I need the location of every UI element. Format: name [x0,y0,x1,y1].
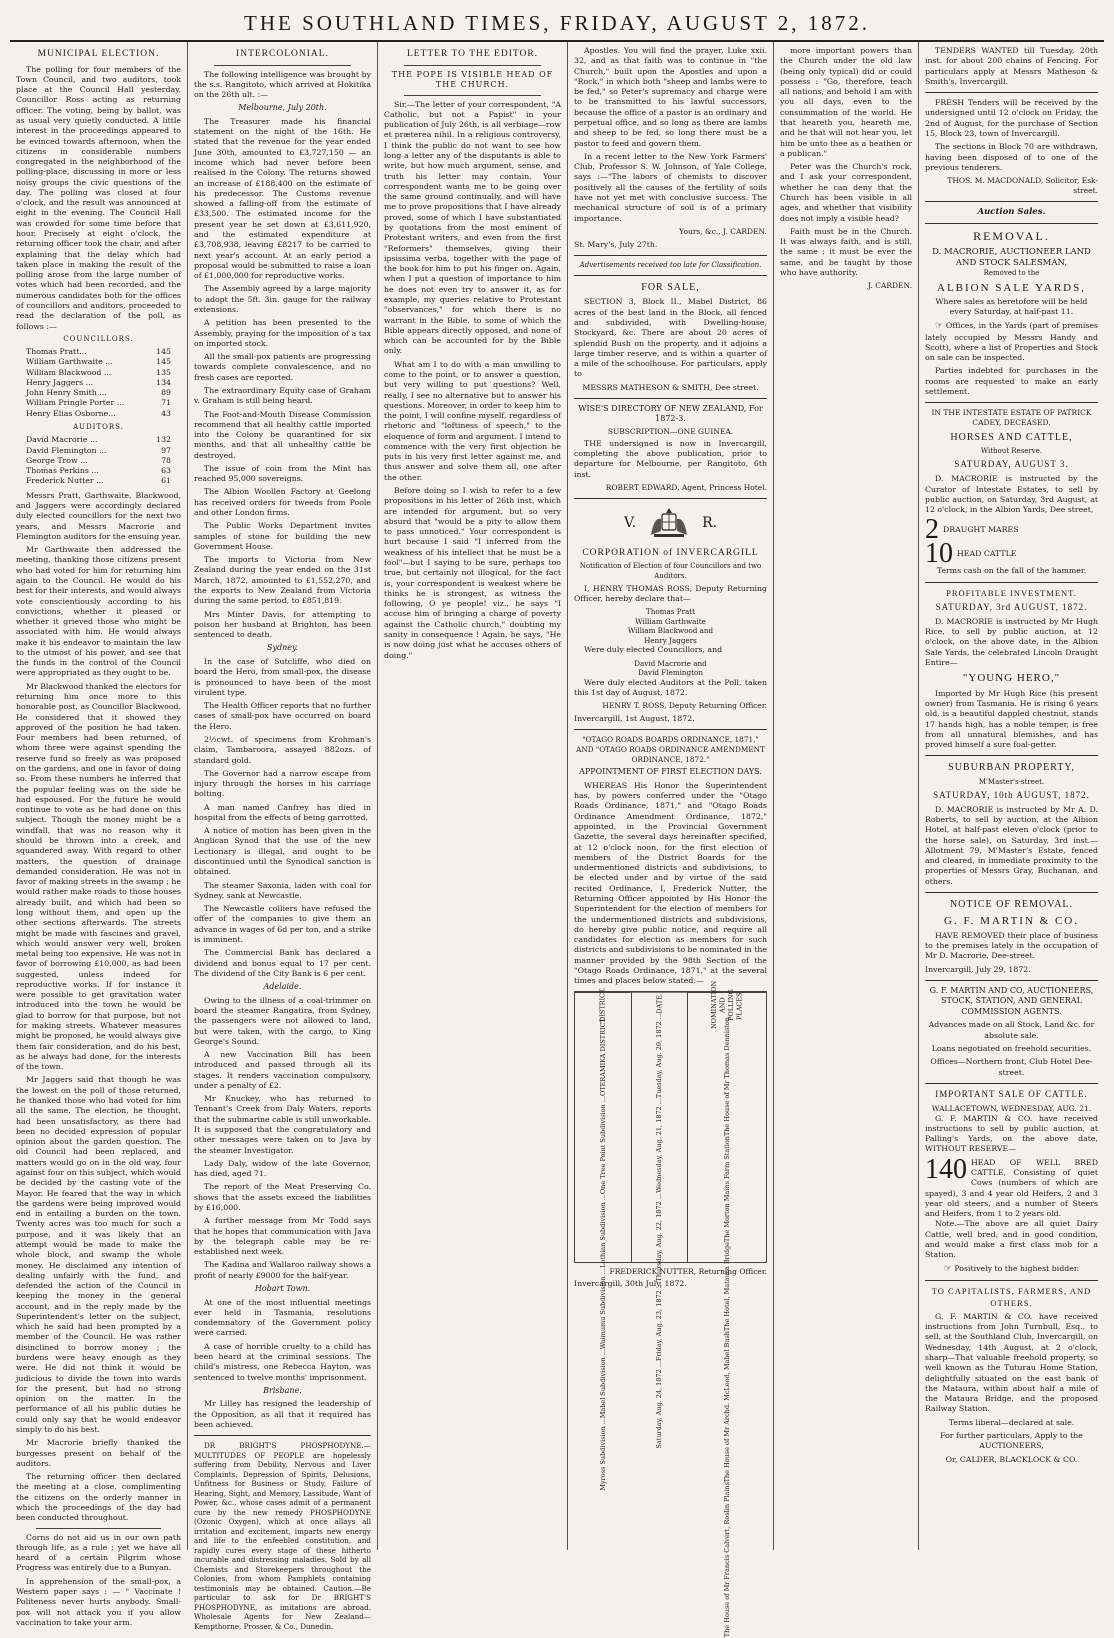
melbourne-heading: Melbourne, July 20th. [238,103,327,113]
vote-count: 145 [156,347,171,357]
pointing-hand-icon: ☞ [943,1263,952,1274]
candidate-name: Henry Elias Osborne... [26,408,116,418]
candidate-name: David Macrorie ... [26,435,98,445]
divider [925,223,1098,224]
offices-text: Offices, in the Yards (part of premises lately occupied by Messrs Handy and Scott), where a list of Properties and Stock on sale can be inspected. [925,320,1098,363]
profitable-heading: PROFITABLE INVESTMENT. [946,587,1077,598]
candidate-name: George Trow ... [26,455,88,465]
divider [214,65,351,66]
adelaide-news [194,996,371,1281]
candidate-name: William Pringle Porter ... [26,398,125,408]
gf-martin-body: HAVE REMOVED their place of business to the premises lately in the occupation of Mr D. Macrorie, Dee-street. [925,930,1098,961]
divider [925,201,1098,202]
count-2: 2 [925,514,939,546]
draught-mares-line [925,514,1098,546]
terms-liberal: Terms liberal—declared at sale. [948,1417,1075,1427]
gf-martin-name: G. F. MARTIN & CO. [944,915,1079,928]
forsale-body: SECTION 3, Block II., Mabel District, 86 acres of the best land in the Block, all fenced and subdivided, with Dwelling-house, Stockyard, &c. There are about 20 acres of splendid Bush on the property, and it adjoins a large timber reserve, and is within a quarter of a mile of the schoolhouse. For particulars, apply to [574,297,767,379]
divider [925,755,1098,756]
head-cattle-line [925,538,1098,570]
wise-body: THE undersigned is now in Invercargill, completing the above publication, prior to departure for Melbourne, per Rangitoto, 6th inst. [574,438,767,479]
news-item: The extraordinary Equity case of Graham v. Graham is still being heard. [194,385,371,406]
vote-row [26,435,171,445]
letter-paragraph: Peter was the Church's rock, and I ask your correspondent, whether he can deny that the Church has been visible in all ages, and whether that visibility does not imply a visible head? [780,162,912,223]
phosphodyne-ad: DR BRIGHT'S PHOSPHODYNE.—MULTITUDES OF PEOPLE are hopelessly suffering from Debility, Nervous and Liver Complaints, Depression of Spirits, Delusions, Unfitness for Business or Study, Failure of Hearing, Sight, and Memory, Lassitude, Want of Power, &c., whose cases admit of a permanent cure by the new remedy PHOSPHODYNE (Ozonic Oxygen), which at once allays all irritation and excitement, imparts new energy and life to the enfeebled constitution, and rapidly cures every stage of these hitherto incurable and distressing maladies. Sold by all Chemists and Storekeepers throughout the Colonies, from whom Pamphlets containing testimonials may be obtained. Caution.—Be particular to ask for Dr BRIGHT'S PHOSPHODYNE, as imitations are abroad. Wholesale Agents for New Zealand—Kempthorne, Prosser, & Co., Dunedin. [194,1441,371,1631]
news-item: The Public Works Department invites samples of stone for building the new Government House. [194,521,371,551]
candidate-name: David Flemington ... [26,445,107,455]
table-cell-place: The House of Mr Thomas Denniston [722,1016,731,1136]
removed-to: Removed to the [983,269,1040,278]
suburban-sub: M'Master's-street. [978,777,1045,786]
young-hero-desc: Imported by Mr Hugh Rice (his present owner) from Tasmania. He is rising 6 years old, is a beautiful dappled chestnut, stands 17 hands high, has a noble temper, is free from all unnatural blemishes, and has proved himself a sure foal-getter. [925,688,1098,750]
elected-councillors [574,607,767,645]
suburban-heading: SUBURBAN PROPERTY, [948,762,1075,774]
place-cells [688,1017,766,1638]
elected-name: David Flemington [637,668,704,678]
table-cell-district: Myross Subdivision ... [598,1418,607,1491]
municipal-p4: Mr Jaggers said that though he was the lowest on the poll of those returned, he thanked those who had voted for him all the same. The election, he thought, had been unsatisfactory, as there had been no decided expression of popular opinion about the garden question. The old Council had been replaced, and matters would go on in the old way, four against four on this subject, which would be decided by the casting vote of the Mayor. He feared that the way in which the gardens were being improved would end in entailing a burden on the town. Twenty acres was too much for such a purpose, and it was likely that an attempt would be made to make the whole block, and swamp the whole money. He disclaimed any intention of dealing unfairly with the fund, and defended the action of the Council in keeping the money in the general account, and in the reply made by the Superintendent's letter on the subject, which he said had been prompted by a member of the Council. He was rather disinclined to borrow money ; the burdens were heavy enough as they were. He did not think it would be judicious to divide the town into wards for the present, but had no strong opinion on the matter. In the performance of all his public duties he could only say that he would endeavor simply to do his best. [16,1075,181,1434]
wise-subscription: SUBSCRIPTION—ONE GUINEA. [607,427,734,436]
divider [574,275,767,276]
corns-para: Corns do not aid us in our own path through life, as a rule ; yet we have all heard of a certain Pilgrim whose Progress was entirely due to a Bunyan. [16,1532,181,1573]
letter-paragraph: In a recent letter to the New York Farmers' Club, Professor S. W. Johnson, of Yale College, says :—"The labors of chemists to discover positively all the causes of the fertility of soils have not yet met with conclusive success. The mechanical structure of soil is of a primary importance. [574,151,767,223]
without-reserve: Without Reserve. [980,447,1043,456]
letter-date: St. Mary's, July 27th. [574,239,658,249]
appointment-date: Invercargill, 30th July, 1872. [574,1279,687,1289]
columns [10,42,1104,1638]
calder-blacklock: Or, CALDER, BLACKLOCK & CO. [945,1454,1078,1464]
candidate-name: Thomas Pratt... [26,347,87,357]
vote-count: 78 [161,455,171,465]
news-item: The Governor had a narrow escape from injury through the horses in his carriage bolting. [194,768,371,799]
appointment-heading: APPOINTMENT OF FIRST ELECTION DAYS. [579,767,762,777]
notice-removal-heading: NOTICE OF REMOVAL. [949,898,1074,910]
corporation-mid: Were duly elected Councillors, and [584,645,723,655]
count-140: 140 [925,1153,967,1185]
elected-name: David Macrorie and [634,658,707,668]
candidate-name: Frederick Nutter ... [26,476,104,486]
vote-row [26,388,171,398]
albion-sale-yards: ALBION SALE YARDS, [937,281,1086,294]
letter-continued [574,46,767,224]
royal-crest [574,505,767,541]
candidate-name: Thomas Perkins ... [26,466,99,476]
elected-name: Thomas Pratt [645,607,696,617]
elected-name: William Blackwood and [627,626,714,636]
appointment-signature: FREDERICK NUTTER, Returning Officer. [609,1266,767,1276]
table-header-place: NOMINATION AND POLLING PLACES. [688,992,766,1017]
news-item: The steamer Saxonia, laden with coal for Sydney, sank at Newcastle. [194,880,371,900]
vote-count: 71 [161,398,171,408]
municipal-intro: The polling for four members of the Town Council, and two auditors, took place at the Council Hall yesterday, Councillor Ross acting as returning officer. The voting, being by ballot, was as usual very quietly conducted. A little interest in the proceedings appeared to be evinced towards afternoon, when the citizens in considerable numbers congregated in the neighborhood of the polling-place, discussing in more or less noisy groups the civic questions of the day. The polling was closed at four o'clock, and the result was announced at eight in the evening. The Council Hall was crowded for some time before that hour. Precisely at eight o'clock, the returning officer took the chair, and after explaining that the delay which had taken place in making the result of the polling arose from the large number of votes which had been recorded, and the numerous candidates both for the offices of councillors and auditors, proceeded to read the declaration of the poll, as follows :— [16,64,181,331]
divider [36,1528,161,1529]
royal-coat-of-arms-icon [646,505,692,541]
intercolonial-heading: INTERCOLONIAL. [236,49,329,59]
divider [925,582,1098,583]
vote-count: 134 [156,377,171,387]
table-cell-place: The Hotel, Mataura Bridge [722,1241,731,1331]
note-line: Note.—The above are all quiet Dairy Cattle, well bred, and in good condition, and would make a first class mob for a Station. [925,1219,1098,1260]
vote-row [26,368,171,378]
cattle-line [925,1153,1098,1220]
albion-sub: Where sales as heretofore will be held every Saturday, at half-past 11. [935,297,1088,317]
corporation-body: I, HENRY THOMAS ROSS, Deputy Returning Officer, hereby declare that— [574,583,767,604]
divider [574,398,767,399]
vote-count: 132 [156,435,171,445]
sydney-heading: Sydney. [266,643,298,653]
news-item: 2½cwt. of specimens from Krohman's claim, Tambaroora, assayed 882ozs. of standard gold. [194,734,371,765]
table-cell-district: Mabel Subdivision ... [598,1348,607,1419]
elected-auditors [574,659,767,678]
news-item: In the case of Sutcliffe, who died on board the Hero, from small-pox, the disease is pronounced to have been of the most virulent type. [194,656,371,697]
news-item: The Newcastle colliers have refused the offer of the companies to give them an advance in wages of 6d per ton, and a strike is imminent. [194,904,371,944]
terms-cash: Terms cash on the fall of the hammer. [936,566,1087,576]
forsale-heading: FOR SALE, [641,282,700,294]
wise-heading: WISE'S DIRECTORY OF NEW ZEALAND, For 1872-3. [578,403,763,424]
gf-martin-agents: G. F. MARTIN AND CO, AUCTIONEERS, STOCK, STATION, AND GENERAL COMMISSION AGENTS. [929,985,1094,1016]
vote-count: 145 [156,357,171,367]
vote-count: 97 [161,445,171,455]
important-sale-heading: IMPORTANT SALE OF CATTLE. [935,1088,1088,1099]
news-item: The Commercial Bank has declared a dividend and bonus equal to 17 per cent. The dividend of the City Bank is 6 per cent. [194,948,371,978]
news-item: The Health Officer reports that no further cases of small-pox have occurred on board the Hero. [194,701,371,731]
municipal-p3: Mr Blackwood thanked the electors for returning him once more to this honorable post, as Councillor Blackwood. He considered that it showed they approved of the position he had taken. Four members had been returned, of whom three were against spending the reserve fund so freely as was proposed on the gardens, and one in favor of doing so. From these numbers he inferred that the popular feeling was on the side he had espoused. For the future he would continue to vote as he had done on this subject. Though the money might be a windfall, that was no reason why it should be thrown into a creek, and squandered away. With regard to other matters, the question of drainage demanded consideration. He was not in favor of making streets in the swamp ; he would rather make roads to those houses already built, and which had been so long without them, and open up the other sections afterwards. The streets might be made with fascines and gravel, which would answer very well, broken metal being too expensive. He was not in favor of borrowing £10,000, as had been suggested, unless indeed for reproductive works. If for instance it were possible to get gravitation water introduced into the town he would be glad to borrow for that purpose, but not for making streets. Whatever measures might be proposed, he would always give them fair consideration, and do his best, as he always had done, for the interests of the town. [16,681,181,1072]
vote-count: 63 [161,466,171,476]
vote-row [26,456,171,466]
wise-signature: ROBERT EDWARD, Agent, Princess Hotel. [605,483,767,493]
vote-row [26,446,171,456]
late-ads-note: Advertisements received too late for Classification. [579,260,762,269]
vote-count: 61 [161,476,171,486]
divider [194,1435,371,1436]
letter-paragraph: Apostles. You will find the prayer, Luke xxii. 32, and as that faith was to continue in "the Church," built upon the Apostles and upon a "Rock," in which both "sheep and lambs were to be fed," so Peter's supremacy and charge were to be transmitted to his lawful successors, because the office of a pastor is an ordinary and perpetual office, and so long as there are lambs and sheep to be fed, so long there must be a pastor to feed and govern them. [574,46,767,148]
news-item: Mr Lilley has resigned the leadership of the Opposition, as all that it required has been achieved. [194,1399,371,1429]
news-item: Lady Daly, widow of the late Governor, has died, aged 71. [194,1158,371,1179]
otago-heading: "OTAGO ROADS BOARDS ORDINANCE, 1871," AND "OTAGO ROADS ORDINANCE AMENDMENT ORDINANCE, 1872." [576,735,765,764]
vote-count: 43 [161,408,171,418]
municipal-heading: MUNICIPAL ELECTION. [37,49,160,59]
fresh-tenders-note: The sections in Block 70 are withdrawn, having been disposed of to one of the previous tenderers. [925,142,1098,172]
letter-continued-body [780,46,912,278]
smallpox-para: In apprehension of the small-pox, a Western paper says : — " Vaccinate ! Politeness never hurts anybody. Small-pox will not attack you if you allow vaccination to take your arm. [16,1576,181,1627]
fresh-tenders-signature: THOS. M. MACDONALD, Solicitor, Esk-street. [947,176,1098,195]
auditors-table [26,435,171,486]
intestate-heading: IN THE INTESTATE ESTATE OF PATRICK CADEY, DECEASED. [931,408,1092,428]
saturday-10th: SATURDAY, 10th AUGUST, 1872. [933,789,1090,800]
draught-mares: DRAUGHT MARES [943,525,1019,535]
vote-row [26,409,171,419]
macrorie-name: D. MACRORIE, AUCTIONEER LAND AND STOCK SALESMAN, [932,246,1091,269]
horses-cattle-heading: HORSES AND CATTLE, [950,432,1073,444]
vote-row [26,466,171,476]
councillors-label: COUNCILLORS. [63,334,134,343]
divider [574,729,767,730]
auction-sales-heading: Auction Sales. [977,206,1046,217]
news-item: The Kadina and Wallaroo railway shows a profit of nearly £9000 for the half-year. [194,1260,371,1280]
intercolonial-intro: The following intelligence was brought by the s.s. Rangitoto, which arrived at Hokitika on the 26th ult. :— [194,69,371,100]
saturday-3rd: SATURDAY, 3rd AUGUST, 1872. [935,601,1088,612]
municipal-p2: Mr Garthwaite then addressed the meeting, thanking those citizens present who had voted for him for returning him again to the Council. He would do his best for their interests, and would always vote conscientiously according to his convictions, whether it pleased or whether it grieved those who might be associated with him. He would always make it his endeavor to maintain the law to the utmost of his power, and see that the funds in the control of the Council were appropriated as they ought to be. [16,545,181,678]
divider [404,65,541,66]
table-cell-place: The House of Mr Francis Calvert, Roslin Plains [722,1482,731,1638]
brisbane-heading: Brisbane. [263,1385,302,1395]
candidate-name: William Blackwood ... [26,367,112,377]
saturday-aug-3: SATURDAY, AUGUST 3. [954,459,1069,470]
gf-martin-date: Invercargill, July 29, 1872. [925,964,1031,974]
auditors-label: AUDITORS. [73,423,124,432]
column-municipal-election [10,42,188,1627]
loans-line: Loans negotiated on freehold securities. [931,1044,1092,1053]
candidate-name: William Garthwaite ... [26,357,113,367]
crest-letter-r: R. [702,514,718,531]
letter-body [384,100,561,661]
news-item: Mrs Minter Davis, for attempting to poison her husband at Brighton, has been sentenced to death. [194,609,371,640]
table-cell-date: Wednesday, Aug. 21, 1872 ... [655,1098,664,1194]
forsale-signature: MESSRS MATHESON & SMITH, Dee street. [582,382,759,392]
news-item: The imports to Victoria from New Zealand during the year ended on the 31st March, 1872, amounted to £1,552,270, and the exports to New Zealand from Victoria during the same period, to £851,819. [194,555,371,606]
candidate-name: John Henry Smith ... [26,388,107,398]
corporation-date: Invercargill, 1st August, 1872. [574,714,695,724]
divider [404,95,541,96]
advances-line: Advances made on all Stock, Land &c. for absolute sale. [928,1020,1095,1040]
table-cell-district: One Tree Point Subdivision ... [598,1095,607,1194]
table-cell-date: Thursday, Aug. 22, 1872 ... [655,1193,664,1282]
brisbane-news [194,1399,371,1430]
letter-signature: J. CARDEN. [868,281,912,291]
column-intercolonial [188,42,378,1631]
letter-signoff: Yours, &c., J. CARDEN. [679,226,767,236]
offices-note [925,321,1098,364]
head-cattle: HEAD CATTLE [957,549,1017,559]
letter-heading: LETTER TO THE EDITOR. [406,49,539,59]
divider [925,92,1098,93]
district-cells [575,1017,631,1491]
further-particulars: For further particulars, Apply to the AUCTIONEERS, [940,1430,1083,1451]
hobart-news [194,1298,371,1383]
divider [925,402,1098,403]
letter-paragraph: Faith must be in the Church. It was always faith, and is still, the same ; it must be ever the same, and be taught by those who have authority. [780,226,912,277]
corporation-end: Were duly elected Auditors at the Poll, taken this 1st day of August, 1872. [574,677,767,698]
municipal-p1: Messrs Pratt, Garthwaite, Blackwood, and Jaggers were accordingly declared duly elected councillors for the next two years, and Messrs Macrorie and Flemington auditors for the ensuing year. [16,490,181,541]
masthead [10,6,1104,42]
cattle-desc: HEAD OF WELL BRED CATTLE, Consisting of quiet Cows (numbers of which are spayed), 3 and 4 year old Heifers, 2 and 3 year old steers, and a number of Steers and Heifers, from 1 to 2 years old. [925,1157,1098,1219]
table-group-label: OTERAMIKA DISTRICT. [598,1016,607,1096]
appointment-body: WHEREAS His Honor the Superintendent has, by powers conferred under the "Otago Roads Ordinance, 1871," and "Otago Roads Ordinance Amendment Ordinance, 1872," appointed, in the Provincial Government Gazette, the several days hereinafter specified, at 12 o'clock noon, for the first election of members of the District Boards for the undermentioned districts and subdivisions, to be elected under and by virtue of the said recited Ordinance, I, Frederick Nutter, the Returning Officer appointed by His Honor the Superintendent for the election of members for the undermentioned districts and subdivisions, do hereby give public notice, and require all candidates for election as members for such districts and subdivisions to be nominated in the manner provided by the 98th Section of the "Otago Roads Ordinance, 1871," at the several times and places below stated:— [574,780,767,986]
table-header-district: DISTRICT. [575,992,631,1017]
table-col-place [688,980,766,1638]
positively-line [925,1264,1098,1276]
news-item: A further message from Mr Todd says that he hopes that communication with Java by the telegraph cable may be re-established next week. [194,1216,371,1257]
capitalists-heading: TO CAPITALISTS, FARMERS, AND OTHERS. [931,1286,1092,1308]
news-item: The Assembly agreed by a large majority to adopt the 5ft. 3in. gauge for the railway extensions. [194,284,371,314]
parties-note: Parties indebted for purchases in the rooms are requested to make an early settlement. [925,366,1098,396]
news-item: The Albion Woollen Factory at Geelong has received orders for tweeds from Poole and other London firms. [194,487,371,518]
news-item: The report of the Meat Preserving Co. shows that the assets exceed the liabilities by £16,000. [194,1182,371,1213]
vote-count: 89 [161,388,171,398]
news-item: All the small-pox patients are progressing towards complete convalescence, and no fresh cases are reported. [194,352,371,382]
young-hero-intro: D. MACRORIE is instructed by Mr Hugh Rice, to sell by public auction, at 12 o'clock, on the above date, in the Albion Sale Yards, the celebrated Lincoln Draught Entire— [925,616,1098,667]
elected-name: William Garthwaite [635,616,706,626]
news-item: The issue of coin from the Mint has reached 95,000 sovereigns. [194,463,371,484]
letter-paragraph: more important powers than the Church under the old law (being only typical) did or could possess : "Go, therefore, teach all nations, and behold I am with you all days, even to the consummation of the world. He that heareth you, heareth me, and he that will not hear you, let him be unto thee as a heathen or a publican." [780,46,912,158]
vote-row [26,347,171,357]
table-cell-district: Waimumu Subdivision ... [598,1267,607,1349]
corporation-heading: CORPORATION of INVERCARGILL [582,547,759,558]
letter-paragraph: Sir,—The letter of your correspondent, "A Catholic, but not a Papist" in your publication of July 26th, is all verbiage—row et præterea nihil. In a religious controversy, I think the public do not want to see how long a letter any of the disputants is able to write, but how much argument, sense, and truth his letter may contain. Your correspondent wants me to be going over the same ground continually, and will have me to prove propositions that I have already proved, some of which I have substantiated by quotations from the most eminent of Protestant writers, and even from the first "Reformers" themselves, giving their ipsissima verba, together with the page of the book for him to put his finger on. Again, when I put a question of importance to him he does not even try to answer it, as for example, my queries relative to Protestant "observances," for which there is no warrant in the Bible, to some of which the Bible appears directly opposed, and none of which can be accounted for by the Bible only. [384,99,561,356]
news-item: A man named Canfrey has died in hospital from the effects of being garrotted. [194,802,371,822]
saturday-aug-3-body: D. MACRORIE is instructed by the Curator of Intestate Estates, to sell by public auction, on Saturday, 3rd August, at 12 o'clock, in the Albion Yards, Dee street, [925,474,1098,515]
news-item: At one of the most influential meetings ever held in Tasmania, resolutions condemnatory of the Government policy were carried. [194,1297,371,1338]
fresh-tenders-ad: FRESH Tenders will be received by the undersigned until 12 o'clock on Friday, the 2nd of August, for the purchase of Section 15, Block 23, town of Invercargill. [925,98,1098,138]
column-letter-continued [774,42,919,1550]
news-item: Mr Knuckey, who has returned to Tennant's Creek from Daly Waters, reports that the submarine cable is still unworkable. It is supposed that the congratulatory and other messages were taken on to Java by the steamer Investigator. [194,1094,371,1155]
positively-text: Positively to the highest bidder. [954,1263,1080,1273]
table-header-date: DATE. [632,992,688,1014]
table-cell-date: Tuesday, Aug. 20, 1872 ... [655,1013,664,1099]
elected-name: Henry Jaggers [644,635,697,645]
corporation-signature: HENRY T. ROSS, Deputy Returning Officer. [602,701,767,711]
news-item: Owing to the illness of a coal-trimmer on board the steamer Rangatira, from Sydney, the passengers were not allowed to land, but were taken, with the cargo, to King George's Sound. [194,995,371,1046]
adelaide-heading: Adelaide. [263,982,302,992]
news-item: The Foot-and-Mouth Disease Commission recommend that all healthy cattle imported into the Colony be quarantined for six months, and that all unhealthy cattle be destroyed. [194,409,371,460]
letter-subheading: THE POPE IS VISIBLE HEAD OF THE CHURCH. [391,69,554,90]
tenders-ad: TENDERS WANTED till Tuesday, 20th inst. for about 200 chains of Fencing. For particulars apply at Messrs Matheson & Smith's, Invercargill. [925,46,1098,86]
divider [925,892,1098,893]
vote-row [26,398,171,408]
capitalists-body: G. F. MARTIN & CO. have received instructions from John Turnbull, Esq., to sell, at the Southland Club, Invercargill, on Wednesday, 14th August, at 2 o'clock, sharp—That valuable freehold property, so well known as the Tuturau Home Station, delightfully situated on the east bank of the Mataura, within about half a mile of the Mataura Bridge, and the proposed Railway Station. [925,1311,1098,1414]
table-cell-place: The House of Mr Archd. McLeod, Mabel Bush [722,1330,731,1483]
masthead-title: THE SOUTHLAND TIMES, FRIDAY, AUGUST 2, 1872. [244,10,870,35]
wallacetown-body: G. F. MARTIN & CO. have received instructions to sell by public auction, at Palling's Yards, on the above date, WITHOUT RESERVE— [925,1113,1098,1154]
councillors-table [26,347,171,419]
table-col-date [632,992,689,1449]
wallacetown-date: WALLACETOWN, WEDNESDAY, AUG. 21. [931,1103,1092,1113]
candidate-name: Henry Jaggers ... [26,377,94,387]
divider [925,980,1098,981]
date-cells [632,1013,688,1448]
young-hero-title: "YOUNG HERO," [962,672,1061,685]
vote-row [26,476,171,486]
divider [574,255,767,256]
count-10: 10 [925,538,953,570]
removal-heading: REMOVAL. [973,229,1050,244]
table-cell-date: Saturday, Aug. 24, 1872 ... [655,1360,664,1449]
pointing-hand-icon: ☞ [935,320,944,331]
municipal-p5: Mr Macrorie briefly thanked the burgesses present on behalf of the auditors. [16,1438,181,1468]
news-item: A case of horrible cruelty to a child has been heard at the criminal sessions. The child's mistress, one Rebecca Hayton, was sentenced to twelve months' imprisonment. [194,1341,371,1382]
melbourne-news [194,117,371,641]
table-cell-district: Lothian Subdivision ... [598,1193,607,1268]
municipal-p6: The returning officer then declared the meeting at a close, complimenting the citizens on the orderly manner in which the proceedings of the day had been conducted throughout. [16,1472,181,1523]
table-cell-date: Friday, Aug. 23, 1872 ... [655,1281,664,1361]
sydney-news [194,657,371,979]
vote-count: 135 [156,367,171,377]
vote-row [26,378,171,388]
crest-letter-v: V. [623,514,637,531]
letter-paragraph: Before doing so I wish to refer to a few propositions in his letter of 26th inst, which are intended for argument, but so very absurd that "would be a pity to allow them to pass unnoticed." Your correspondent is hurt because I said "I inferred from the weakness of his intellect that he must be a fool"—but I saying to be sure, perhaps too true, but certainly not illogical, for the fact is, your correspondent is weakest where he thinks he is strongest, as witness the following, O ye people! viz., he says "I accuse him of bringing a charge of poverty against the Catholic church," doubting my sanity in consequence ! Again, he says, "He is now doing just what he accuses others of doing." [384,486,561,660]
column-letter-to-editor [378,42,568,1550]
divider [925,1280,1098,1281]
table-cell-place: The Morton Mains Farm Station [722,1135,731,1242]
column-notices [568,42,774,1638]
letter-paragraph: What am I to do with a man unwilling to come to the point, or to answer a question, but very willing to put questions? Well, really, I see no alternative but to answer his questions. Moreover, in order to keep him to the point, I will confine myself, regardless of rhetoric and "loftiness of speech," to the eloquence of form and argument. I intend to commence with the very first objection he puts in his very first letter against me, and thus answer and solve them all, one after the other. [384,359,561,482]
vote-row [26,357,171,367]
news-item: A petition has been presented to the Assembly, praying for the imposition of a tax on imported stock. [194,318,371,348]
news-item: The Treasurer made his financial statement on the night of the 16th. He stated that the revenue for the year ended June 30th, amounted to £3,727,150 — an income which had never before been realised in the Colony. The returns showed an increase of £188,400 on the estimate of his predecessor. The Customs revenue showed a falling-off from the estimate of £33,500. The estimated income for the present year he set down at £3,611,920, and the estimated expenditure at £3,708,938, leaving £8217 to be carried to next year's account. At an early period a proposal would be submitted to raise a loan of £1,000,000 for reproductive works. [194,116,371,281]
news-item: A notice of motion has been given in the Anglican Synod that the use of the new Lectionary is illegal, and ought to be discontinued until the Synodical sanction is obtained. [194,826,371,877]
suburban-body: D. MACRORIE is instructed by Mr A. D. Roberts, to sell by auction, at the Albion Hotel, at half-past eleven o'clock (prior to the horse sale), on Saturday, 3rd inst.—Allotment 79, M'Master's Estate, fenced and cleared, in immediate proximity to the properties of Messrs Gray, Buchanan, and others. [925,804,1098,886]
corporation-sub: Notification of Election of four Councillors and two Auditors. [579,562,762,580]
offices-line: Offices—Northern front, Club Hotel Dee-street. [930,1057,1093,1077]
column-advertisements [919,42,1104,1550]
hobart-heading: Hobart Town. [254,1283,311,1293]
news-item: A new Vaccination Bill has been introduced and passed through all its stages. It renders vaccination compulsory, under a penalty of £2. [194,1050,371,1090]
divider [574,498,767,499]
divider [925,1083,1098,1084]
